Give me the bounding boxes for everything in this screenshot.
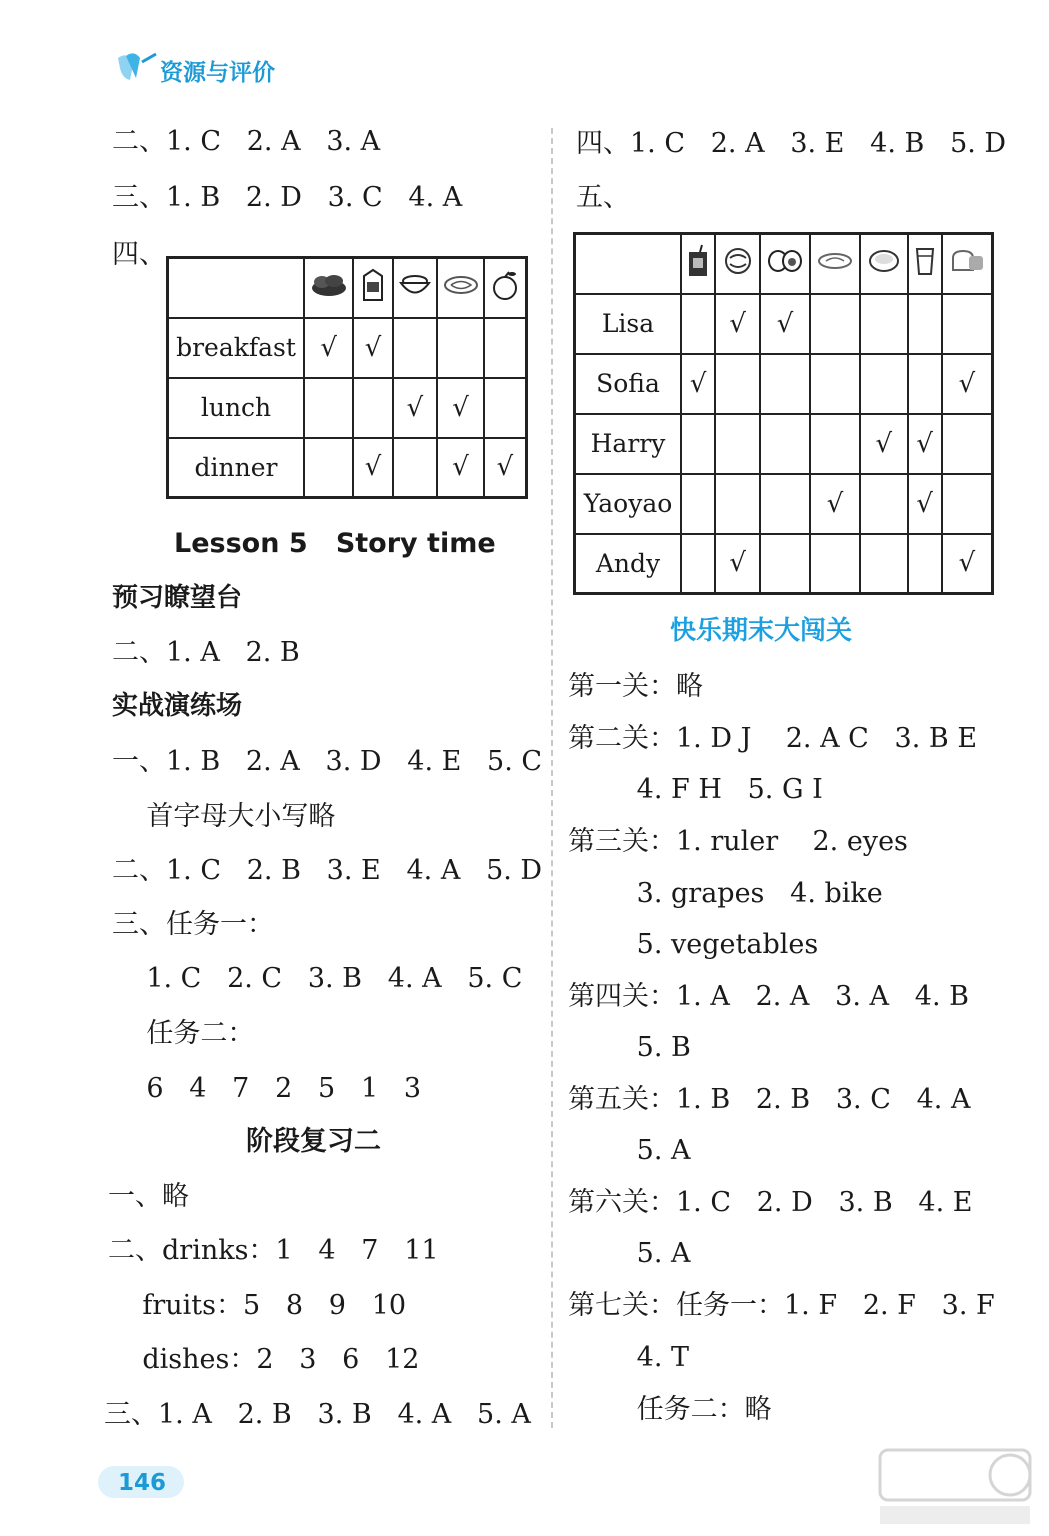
apple-icon <box>484 258 527 318</box>
check-cell: √ <box>681 354 715 414</box>
answer-line: 第二关：1. D J 2. A C 3. B E <box>568 723 978 754</box>
answer-line: 5. vegetables <box>568 929 819 960</box>
answer-line: 二、1. C 2. B 3. E 4. A 5. D <box>112 855 543 886</box>
row-label: Andy <box>575 534 682 594</box>
check-cell <box>437 318 484 378</box>
check-cell: √ <box>715 294 760 354</box>
watermark-icon <box>870 1440 1040 1530</box>
check-cell: √ <box>810 474 860 534</box>
check-cell: √ <box>760 294 810 354</box>
page-number: 146 <box>118 1470 167 1496</box>
rice-icon <box>393 258 437 318</box>
check-cell <box>681 534 715 594</box>
cake-icon <box>715 234 760 294</box>
check-cell <box>484 378 527 438</box>
answer-line: 3. grapes 4. bike <box>568 878 883 909</box>
answer-line: 第四关：1. A 2. A 3. A 4. B <box>568 981 969 1012</box>
answer-line: 任务二： <box>112 1018 255 1049</box>
header-title: 资源与评价 <box>160 60 275 86</box>
check-cell: √ <box>437 438 484 498</box>
check-cell: √ <box>715 534 760 594</box>
answer-line: 五、 <box>576 182 630 213</box>
answer-line: 5. A <box>568 1135 691 1166</box>
fish-icon <box>810 234 860 294</box>
answer-line: 第一关：略 <box>568 671 703 702</box>
rice-icon <box>860 234 907 294</box>
check-cell <box>810 534 860 594</box>
check-cell <box>715 354 760 414</box>
check-cell <box>393 438 437 498</box>
section-heading: 阶段复习二 <box>246 1126 381 1157</box>
check-cell: √ <box>353 318 392 378</box>
answer-line: 三、任务一： <box>112 909 274 940</box>
check-cell <box>484 318 527 378</box>
milk-glass-icon <box>908 234 942 294</box>
meal-table <box>166 256 528 499</box>
check-cell: √ <box>908 414 942 474</box>
answer-line: 三、1. A 2. B 3. B 4. A 5. A <box>104 1399 531 1430</box>
check-cell <box>681 474 715 534</box>
row-label: breakfast <box>168 318 305 378</box>
answer-line: 5. A <box>568 1238 691 1269</box>
check-cell <box>810 354 860 414</box>
answer-line: 第五关：1. B 2. B 3. C 4. A <box>568 1084 971 1115</box>
answer-line: 首字母大小写略 <box>112 801 336 832</box>
check-cell <box>715 474 760 534</box>
check-cell: √ <box>942 354 993 414</box>
bread-icon <box>942 234 993 294</box>
answer-line: 5. B <box>568 1032 691 1063</box>
check-cell <box>304 378 353 438</box>
section-heading: 实战演练场 <box>112 691 243 721</box>
check-cell <box>304 438 353 498</box>
row-label: dinner <box>168 438 305 498</box>
answer-line: 6 4 7 2 5 1 3 <box>112 1073 422 1104</box>
answer-line: 1. C 2. C 3. B 4. A 5. C <box>112 963 523 994</box>
check-cell: √ <box>304 318 353 378</box>
answer-line: 第六关：1. C 2. D 3. B 4. E <box>568 1187 973 1218</box>
row-label: Lisa <box>575 294 682 354</box>
row-label: lunch <box>168 378 305 438</box>
check-cell <box>908 354 942 414</box>
answer-line: 一、1. B 2. A 3. D 4. E 5. C <box>112 746 543 777</box>
table1-label: 四、 <box>112 239 166 270</box>
answer-line: 一、略 <box>108 1181 189 1212</box>
check-cell <box>393 318 437 378</box>
juice-icon <box>681 234 715 294</box>
answer-line: 四、1. C 2. A 3. E 4. B 5. D <box>576 128 1007 159</box>
section-heading: 预习瞭望台 <box>112 583 243 613</box>
check-cell <box>908 534 942 594</box>
check-cell: √ <box>908 474 942 534</box>
answer-line: 第三关：1. ruler 2. eyes <box>568 826 908 857</box>
table-corner <box>168 258 305 318</box>
row-label: Harry <box>575 414 682 474</box>
check-cell <box>760 414 810 474</box>
check-cell <box>810 414 860 474</box>
check-cell <box>760 474 810 534</box>
answer-line: 4. T <box>568 1342 690 1373</box>
check-cell: √ <box>942 534 993 594</box>
answer-line: 二、1. A 2. B <box>112 637 300 668</box>
fish-icon <box>437 258 484 318</box>
check-cell <box>860 354 907 414</box>
answer-line: 4. F H 5. G I <box>568 774 823 805</box>
check-cell <box>860 534 907 594</box>
cake-icon <box>304 258 353 318</box>
answer-line: dishes：2 3 6 12 <box>108 1344 420 1375</box>
answer-line: 任务二：略 <box>568 1394 772 1425</box>
check-cell: √ <box>860 414 907 474</box>
check-cell <box>681 294 715 354</box>
table-corner <box>575 234 682 294</box>
check-cell <box>942 294 993 354</box>
eggs-icon <box>760 234 810 294</box>
answer-line: 二、drinks：1 4 7 11 <box>108 1235 439 1266</box>
answer-line: 第七关：任务一：1. F 2. F 3. F <box>568 1290 995 1321</box>
check-cell <box>715 414 760 474</box>
check-cell <box>860 474 907 534</box>
logo-icon <box>112 50 158 84</box>
section-heading: 快乐期末大闯关 <box>670 616 853 646</box>
check-cell: √ <box>393 378 437 438</box>
check-cell <box>760 354 810 414</box>
check-cell: √ <box>484 438 527 498</box>
person-food-table <box>573 232 994 595</box>
column-divider <box>551 128 553 1428</box>
check-cell <box>908 294 942 354</box>
check-cell <box>942 474 993 534</box>
row-label: Yaoyao <box>575 474 682 534</box>
check-cell: √ <box>353 438 392 498</box>
check-cell <box>942 414 993 474</box>
check-cell <box>860 294 907 354</box>
answer-line: 二、1. C 2. A 3. A <box>112 126 381 157</box>
answer-line: fruits：5 8 9 10 <box>108 1290 407 1321</box>
row-label: Sofia <box>575 354 682 414</box>
check-cell <box>760 534 810 594</box>
check-cell <box>810 294 860 354</box>
check-cell <box>353 378 392 438</box>
check-cell <box>681 414 715 474</box>
lesson-title: Lesson 5 Story time <box>174 528 496 559</box>
milk-icon <box>353 258 392 318</box>
check-cell: √ <box>437 378 484 438</box>
answer-line: 三、1. B 2. D 3. C 4. A <box>112 182 463 213</box>
